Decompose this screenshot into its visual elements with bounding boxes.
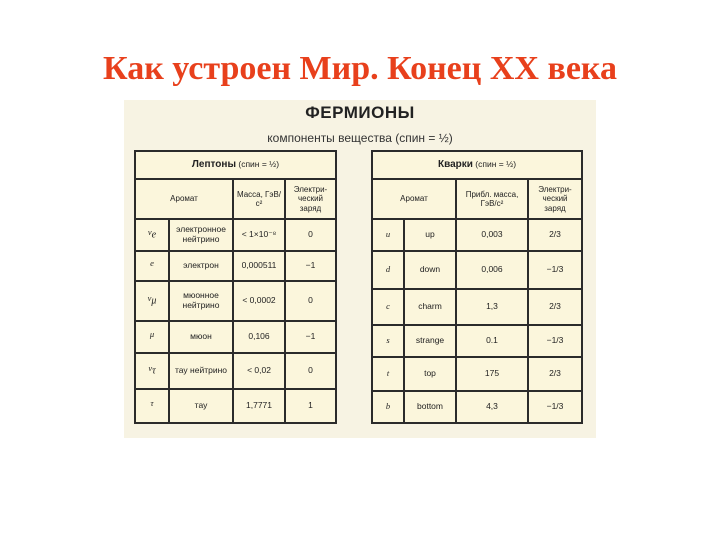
particle-mass: 0,106 bbox=[233, 321, 285, 353]
particle-mass: 0,000511 bbox=[233, 251, 285, 281]
particle-symbol: e bbox=[135, 251, 169, 281]
leptons-header-charge: Электри-ческий заряд bbox=[285, 179, 336, 219]
quark-name: down bbox=[404, 251, 456, 289]
quark-symbol: b bbox=[372, 391, 404, 423]
table-row bbox=[372, 391, 582, 423]
quark-name: strange bbox=[404, 325, 456, 357]
particle-symbol: $\nu_e$ bbox=[135, 219, 169, 251]
particle-mass: < 0,02 bbox=[233, 353, 285, 389]
table-row bbox=[135, 281, 336, 321]
quark-mass: 175 bbox=[456, 357, 528, 391]
table-row bbox=[135, 389, 336, 423]
quark-charge: −1/3 bbox=[528, 325, 582, 357]
particle-name: электронное нейтрино bbox=[169, 219, 233, 251]
particle-charge: 0 bbox=[285, 219, 336, 251]
quark-name: bottom bbox=[404, 391, 456, 423]
table-row bbox=[135, 251, 336, 281]
leptons-caption: Лептоны (спин = ½) bbox=[135, 151, 336, 179]
particle-charge: −1 bbox=[285, 251, 336, 281]
particle-mass: 1,7771 bbox=[233, 389, 285, 423]
quark-mass: 4,3 bbox=[456, 391, 528, 423]
particle-name: мюонное нейтрино bbox=[169, 281, 233, 321]
particle-mass: < 0,0002 bbox=[233, 281, 285, 321]
slide-title: Как устроен Мир. Конец XX века bbox=[102, 50, 617, 87]
particle-symbol: μ bbox=[135, 321, 169, 353]
table-row bbox=[372, 357, 582, 391]
table-row bbox=[372, 325, 582, 357]
quarks-caption: Кварки (спин = ½) bbox=[372, 151, 582, 179]
quark-mass: 0.1 bbox=[456, 325, 528, 357]
quark-charge: 2/3 bbox=[528, 289, 582, 325]
particle-name: тау нейтрино bbox=[169, 353, 233, 389]
particle-name: тау bbox=[169, 389, 233, 423]
quarks-table bbox=[371, 150, 583, 424]
quark-charge: −1/3 bbox=[528, 391, 582, 423]
quark-mass: 0,006 bbox=[456, 251, 528, 289]
particle-charge: 0 bbox=[285, 281, 336, 321]
particle-symbol: $\nu_\mu$ bbox=[135, 281, 169, 321]
figure-title: ФЕРМИОНЫ bbox=[305, 103, 415, 122]
table-row bbox=[372, 219, 582, 251]
table-row bbox=[135, 219, 336, 251]
particle-charge: 0 bbox=[285, 353, 336, 389]
quark-charge: 2/3 bbox=[528, 357, 582, 391]
quark-charge: 2/3 bbox=[528, 219, 582, 251]
quark-name: up bbox=[404, 219, 456, 251]
leptons-table bbox=[134, 150, 337, 424]
particle-charge: 1 bbox=[285, 389, 336, 423]
particle-mass: < 1×10⁻⁸ bbox=[233, 219, 285, 251]
particle-name: электрон bbox=[169, 251, 233, 281]
table-row bbox=[372, 251, 582, 289]
quarks-header-charge: Электри-ческий заряд bbox=[528, 179, 582, 219]
leptons-header-mass: Масса, ГэВ/с² bbox=[233, 179, 285, 219]
fermions-figure bbox=[124, 100, 596, 438]
particle-charge: −1 bbox=[285, 321, 336, 353]
quark-name: charm bbox=[404, 289, 456, 325]
quark-symbol: s bbox=[372, 325, 404, 357]
quark-symbol: c bbox=[372, 289, 404, 325]
quark-charge: −1/3 bbox=[528, 251, 582, 289]
particle-symbol: $\nu_\tau$ bbox=[135, 353, 169, 389]
quark-symbol: d bbox=[372, 251, 404, 289]
quarks-header-flavor: Аромат bbox=[372, 179, 456, 219]
quark-name: top bbox=[404, 357, 456, 391]
quark-mass: 0,003 bbox=[456, 219, 528, 251]
table-row bbox=[372, 289, 582, 325]
table-row bbox=[135, 353, 336, 389]
quarks-header-mass: Прибл. масса, ГэВ/с² bbox=[456, 179, 528, 219]
particle-symbol: τ bbox=[135, 389, 169, 423]
quark-symbol: t bbox=[372, 357, 404, 391]
quark-symbol: u bbox=[372, 219, 404, 251]
particle-name: мюон bbox=[169, 321, 233, 353]
quark-mass: 1,3 bbox=[456, 289, 528, 325]
table-row bbox=[135, 321, 336, 353]
figure-subtitle: компоненты вещества (спин = ½) bbox=[267, 131, 453, 145]
leptons-header-flavor: Аромат bbox=[135, 179, 233, 219]
